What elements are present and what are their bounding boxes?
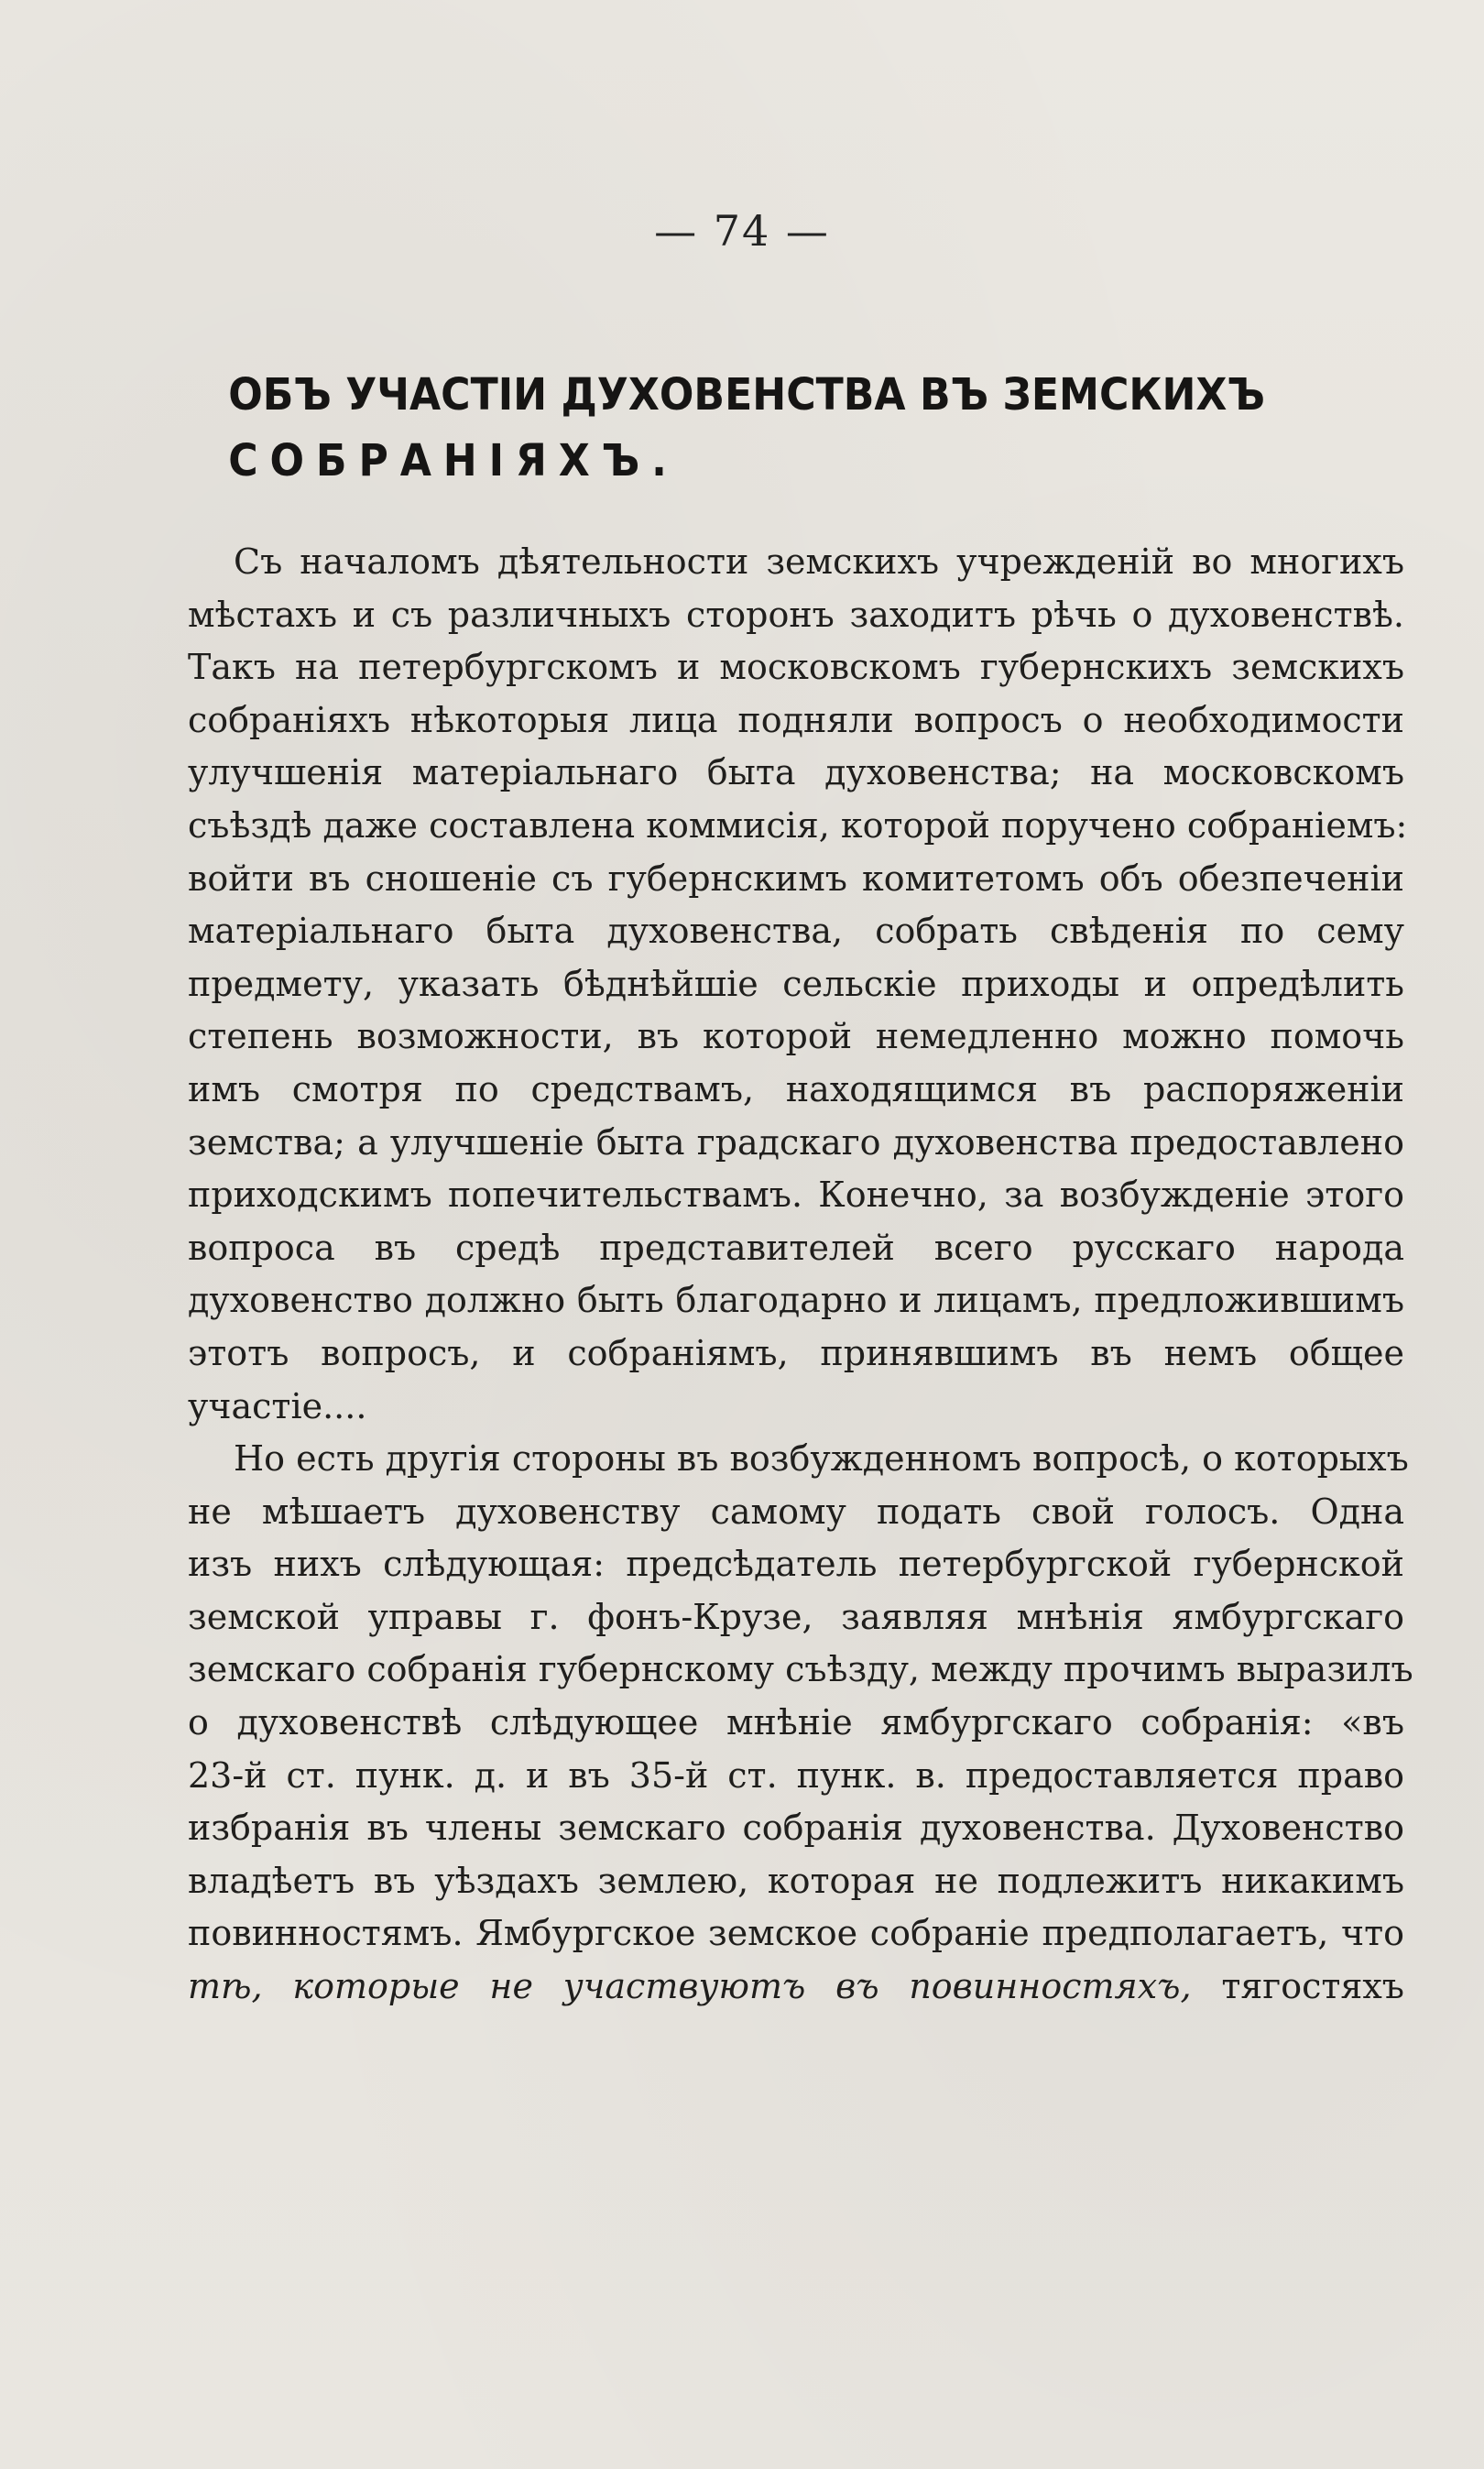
text-tail: тягостяхъ (1221, 1966, 1404, 2007)
text-line: духовенство должно быть благодарно и лицамъ, предложившимъ (188, 1280, 1404, 1321)
text-line: Съ началомъ дѣятельности земскихъ учрежденій во многихъ (234, 541, 1404, 582)
text-line: 23-й ст. пунк. д. и въ 35-й ст. пунк. в. предоставляется право (188, 1754, 1404, 1796)
paragraph-1 (188, 536, 1408, 1433)
text-line: земскаго собранія губернскому съѣзду, между прочимъ выразилъ (188, 1649, 1413, 1690)
text-line: приходскимъ попечительствамъ. Конечно, за возбужденіе этого (188, 1174, 1404, 1216)
text-line: степень возможности, въ которой немедленно можно помочь (188, 1016, 1404, 1057)
paragraph-2 (188, 1433, 1413, 2014)
text-line: о духовенствѣ слѣдующее мнѣніе ямбургскаго собранія: «въ (188, 1702, 1404, 1743)
text-line: Но есть другія стороны въ возбужденномъ вопросѣ, о которыхъ (234, 1438, 1409, 1480)
title-line-1: ОБЪ УЧАСТІИ ДУХОВЕНСТВА ВЪ ЗЕМСКИХЪ (228, 369, 1265, 421)
text-line-final (188, 1961, 1404, 2014)
text-line: изъ нихъ слѣдующая: предсѣдатель петербургской губернской (188, 1544, 1404, 1585)
text-line: улучшенія матеріальнаго быта духовенства; на московскомъ (188, 752, 1404, 793)
text-line: этотъ вопросъ, и собраніямъ, принявшимъ въ немъ общее (188, 1332, 1404, 1373)
text-line: земства; а улучшеніе быта градскаго духовенства предоставлено (188, 1121, 1404, 1163)
text-line: Такъ на петербургскомъ и московскомъ губернскихъ земскихъ (188, 647, 1404, 688)
text-line: земской управы г. фонъ-Крузе, заявляя мнѣнія ямбургскаго (188, 1596, 1404, 1637)
text-line: участіе.... (188, 1385, 367, 1426)
title-line-2: СОБРАНІЯХЪ. (228, 435, 679, 486)
article-body (188, 536, 1413, 2014)
text-line: повинностямъ. Ямбургское земское собраніе предполагаетъ, что (188, 1913, 1404, 1954)
article-title (228, 362, 1265, 494)
text-line: избранія въ члены земскаго собранія духовенства. Духовенство (188, 1808, 1404, 1849)
text-line: вопроса въ средѣ представителей всего русскаго народа (188, 1227, 1404, 1268)
page-number: — 74 — (654, 206, 830, 256)
text-line: съѣздѣ даже составлена коммисія, которой поручено собраніемъ: (188, 804, 1408, 846)
text-line: собраніяхъ нѣкоторыя лица подняли вопросъ о необходимости (188, 699, 1404, 740)
text-line: имъ смотря по средствамъ, находящимся въ распоряженіи (188, 1068, 1404, 1109)
text-line: предмету, указать бѣднѣйшіе сельскіе приходы и опредѣлить (188, 963, 1404, 1004)
text-line: матеріальнаго быта духовенства, собрать свѣденія по сему (188, 911, 1404, 952)
text-line: владѣетъ въ уѣздахъ землею, которая не подлежитъ никакимъ (188, 1860, 1404, 1901)
text-line: не мѣшаетъ духовенству самому подать свой голосъ. Одна (188, 1491, 1404, 1532)
italic-phrase: тѣ, которые не участвуютъ въ повинностяхъ, (188, 1966, 1192, 2007)
text-line: войти въ сношеніе съ губернскимъ комитетомъ объ обезпеченіи (188, 858, 1404, 899)
text-line: мѣстахъ и съ различныхъ сторонъ заходитъ рѣчь о духовенствѣ. (188, 594, 1404, 635)
